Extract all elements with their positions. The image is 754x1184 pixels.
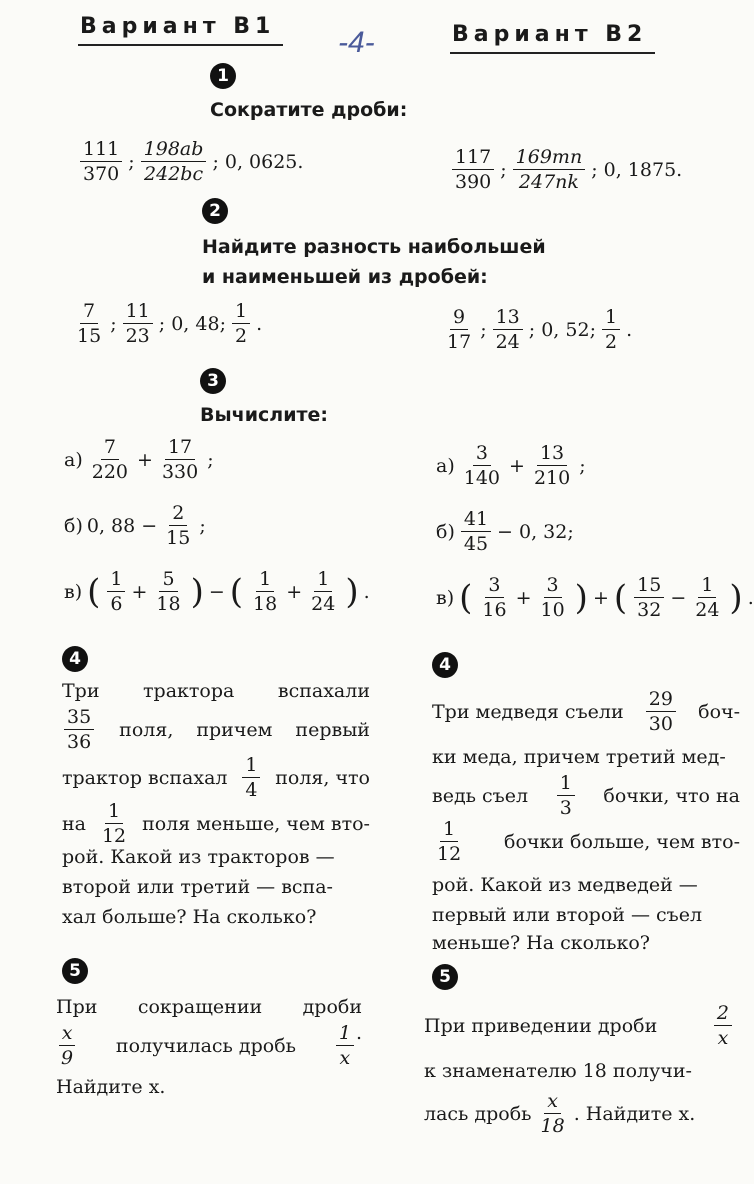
fraction: $\frac{2}{15}$ bbox=[166, 502, 191, 549]
task5-v1-line3: Найдите x. bbox=[56, 1076, 166, 1098]
task5-v2-line2: к знаменателю 18 получи- bbox=[424, 1060, 692, 1082]
task1-v1-expression: $\frac{111}{370}$ ; $\frac{198ab}{242bc}$ ; 0, 0625. bbox=[78, 138, 303, 185]
fraction: $\frac{198ab}{242bc}$ bbox=[141, 138, 207, 185]
fraction: $\frac{x}{9}$ bbox=[58, 1022, 76, 1069]
task5-v2-line3: лась дробь $\frac{x}{18}$ . Найдите x. bbox=[424, 1090, 696, 1137]
task2-title-line1: Найдите разность наибольшей bbox=[202, 236, 546, 258]
fraction: $\frac{3}{10}$ bbox=[540, 574, 565, 621]
fraction: $\frac{7}{220}$ bbox=[91, 436, 129, 483]
task4-v1-line1: Три трактора вспахали bbox=[62, 680, 370, 702]
fraction: $\frac{x}{18}$ bbox=[540, 1090, 565, 1137]
task5-v1-line2: $\frac{x}{9}$ получилась дробь $\frac{1}{x}$ . bbox=[56, 1022, 362, 1069]
fraction: $\frac{1}{12}$ bbox=[101, 800, 127, 847]
fraction: $\frac{1}{18}$ bbox=[253, 568, 278, 615]
task3-v1-c: в) ( $\frac{1}{6}$ + $\frac{5}{18}$ ) − ( $\frac{1}{18}$ + $\frac{1}{24}$ ) . bbox=[64, 568, 370, 615]
task2-title-line2: и наименьшей из дробей: bbox=[202, 266, 488, 288]
task3-title: Вычислите: bbox=[200, 404, 329, 426]
fraction: $\frac{7}{15}$ bbox=[77, 300, 102, 347]
task4-v2-line1: Три медведя съели $\frac{29}{30}$ боч- bbox=[432, 688, 740, 735]
variant-b2-heading: Вариант В2 bbox=[452, 22, 648, 47]
fraction: $\frac{1}{24}$ bbox=[311, 568, 336, 615]
task4-v2-line2: ки меда, причем третий мед- bbox=[432, 746, 726, 768]
task5-v1-line1: При сокращении дроби bbox=[56, 996, 362, 1018]
task4-v1-line6: второй или третий — вспа- bbox=[62, 876, 333, 898]
fraction: $\frac{13}{210}$ bbox=[533, 442, 571, 489]
task2-v1-expression: $\frac{7}{15}$ ; $\frac{11}{23}$ ; 0, 48; $\frac{1}{2}$ . bbox=[72, 300, 262, 347]
task4-v2-line3: ведь съел $\frac{1}{3}$ бочки, что на bbox=[432, 772, 740, 819]
task4-v1-line7: хал больше? На сколько? bbox=[62, 906, 317, 928]
task5-v1-number-badge: 5 bbox=[62, 958, 88, 984]
fraction: $\frac{13}{24}$ bbox=[493, 306, 523, 353]
task4-v2-number-badge: 4 bbox=[432, 652, 458, 678]
task4-v1-number-badge: 4 bbox=[62, 646, 88, 672]
task4-v2-line4: $\frac{1}{12}$ бочки больше, чем вто- bbox=[432, 818, 740, 865]
fraction: $\frac{1}{2}$ bbox=[232, 300, 250, 347]
task3-v2-b: б) $\frac{41}{45}$ − 0, 32; bbox=[436, 508, 574, 555]
fraction: $\frac{35}{36}$ bbox=[64, 706, 94, 753]
task1-number-badge: 1 bbox=[210, 63, 236, 89]
fraction: $\frac{1}{4}$ bbox=[242, 754, 260, 801]
fraction: $\frac{1}{12}$ bbox=[437, 818, 462, 865]
task1-v2-expression: $\frac{117}{390}$ ; $\frac{169mn}{247nk}$ ; 0, 1875. bbox=[450, 146, 682, 193]
page-number: -4- bbox=[338, 26, 375, 59]
task1-title: Сократите дроби: bbox=[210, 99, 408, 121]
variant-b1-heading: Вариант В1 bbox=[80, 14, 276, 39]
task3-v2-a: а) $\frac{3}{140}$ + $\frac{13}{210}$ ; bbox=[436, 442, 586, 489]
task3-v1-a: а) $\frac{7}{220}$ + $\frac{17}{330}$ ; bbox=[64, 436, 214, 483]
task4-v2-line7: меньше? На сколько? bbox=[432, 932, 650, 954]
task4-v1-line2: $\frac{35}{36}$ поля, причем первый bbox=[62, 706, 370, 753]
fraction: $\frac{41}{45}$ bbox=[461, 508, 491, 555]
task3-v2-c: в) ( $\frac{3}{16}$ + $\frac{3}{10}$ ) + ( $\frac{15}{32}$ − $\frac{1}{24}$ ) . bbox=[436, 574, 754, 621]
task4-v2-line6: первый или второй — съел bbox=[432, 904, 703, 926]
task5-v2-number-badge: 5 bbox=[432, 964, 458, 990]
fraction: $\frac{29}{30}$ bbox=[646, 688, 676, 735]
fraction: $\frac{1}{x}$ bbox=[336, 1022, 354, 1069]
task3-number-badge: 3 bbox=[200, 368, 226, 394]
fraction: $\frac{1}{6}$ bbox=[107, 568, 125, 615]
fraction: $\frac{117}{390}$ bbox=[452, 146, 494, 193]
task2-v2-expression: $\frac{9}{17}$ ; $\frac{13}{24}$ ; 0, 52; $\frac{1}{2}$ . bbox=[442, 306, 632, 353]
task4-v1-line3: трактор вспахал $\frac{1}{4}$ поля, что bbox=[62, 754, 370, 801]
task4-v2-line5: рой. Какой из медведей — bbox=[432, 874, 698, 896]
fraction: $\frac{1}{24}$ bbox=[695, 574, 720, 621]
variant-b1-underline bbox=[78, 44, 283, 46]
fraction: $\frac{1}{2}$ bbox=[602, 306, 620, 353]
fraction: $\frac{2}{x}$ bbox=[714, 1002, 732, 1049]
fraction: $\frac{3}{16}$ bbox=[482, 574, 507, 621]
task3-v1-b: б) 0, 88 − $\frac{2}{15}$ ; bbox=[64, 502, 206, 549]
fraction: $\frac{17}{330}$ bbox=[161, 436, 199, 483]
task4-v1-line5: рой. Какой из тракторов — bbox=[62, 846, 335, 868]
fraction: $\frac{9}{17}$ bbox=[447, 306, 472, 353]
task4-v1-line4: на $\frac{1}{12}$ поля меньше, чем вто- bbox=[62, 800, 370, 847]
task5-v2-line1: При приведении дроби $\frac{2}{x}$ bbox=[424, 1002, 734, 1049]
fraction: $\frac{1}{3}$ bbox=[557, 772, 575, 819]
task2-number-badge: 2 bbox=[202, 198, 228, 224]
fraction: $\frac{169mn}{247nk}$ bbox=[513, 146, 586, 193]
variant-b2-underline bbox=[450, 52, 655, 54]
fraction: $\frac{3}{140}$ bbox=[463, 442, 501, 489]
fraction: $\frac{15}{32}$ bbox=[634, 574, 664, 621]
fraction: $\frac{11}{23}$ bbox=[123, 300, 153, 347]
fraction: $\frac{5}{18}$ bbox=[156, 568, 181, 615]
fraction: $\frac{111}{370}$ bbox=[80, 138, 122, 185]
